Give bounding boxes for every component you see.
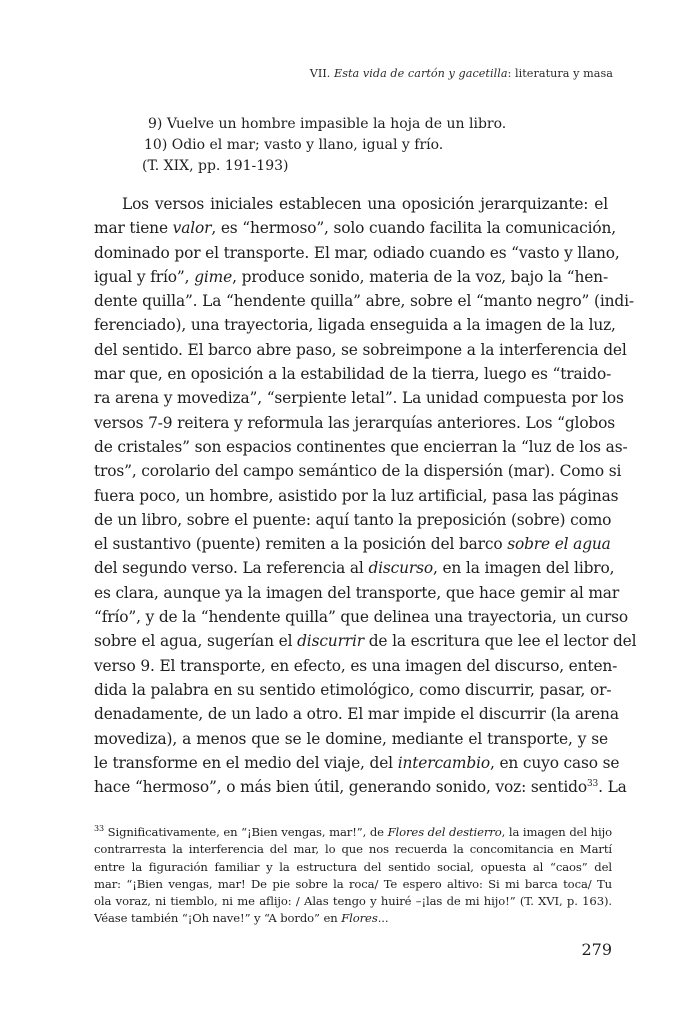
verse-citation: (T. XIX, pp. 191-193): [142, 158, 289, 174]
body-line: del sentido. El barco abre paso, se sobreimpone a la interferencia del: [94, 340, 627, 359]
verse-quotation: [142, 114, 507, 177]
body-line: es clara, aunque ya la imagen del transporte, que hace gemir al mar: [94, 583, 620, 602]
italic-text: Flores del destierro: [387, 825, 502, 839]
running-head-title: Esta vida de cartón y gacetilla: [334, 67, 508, 80]
italic-text: discurso: [368, 559, 433, 578]
italic-text: gime: [194, 267, 233, 286]
body-line: tros”, corolario del campo semántico de la dispersión (mar). Como si: [94, 462, 622, 481]
footnote-marker: 33: [94, 824, 104, 834]
body-line: verso 9. El transporte, en efecto, es una imagen del discurso, enten-: [94, 656, 618, 675]
page-number: 279: [581, 940, 612, 959]
running-head-prefix: VII.: [309, 67, 334, 80]
body-line: “frío”, y de la “hendente quilla” que delinea una trayectoria, un curso: [94, 608, 629, 627]
running-head-suffix: : literatura y masa: [507, 67, 613, 80]
body-line: de un libro, sobre el puente: aquí tanto la preposición (sobre) como: [94, 510, 612, 529]
italic-text: Flores: [341, 911, 378, 926]
footnote-line: contrarresta la interferencia del mar, lo que nos recuerda la concomitancia en Martí: [94, 842, 612, 857]
body-line: sobre el agua, sugerían el discurrir de la escritura que lee el lector del: [94, 632, 637, 651]
body-line: mar que, en oposición a la estabilidad de la tierra, luego es “traido-: [94, 365, 612, 384]
body-line: ferenciado), una trayectoria, ligada enseguida a la imagen de la luz,: [94, 316, 616, 335]
body-line: movediza), a menos que se le domine, mediante el transporte, y se: [94, 729, 608, 748]
body-line: le transforme en el medio del viaje, del intercambio, en cuyo caso se: [94, 753, 620, 772]
footnote-line: Véase también “¡Oh nave!” y “A bordo” en Flores...: [94, 911, 389, 926]
italic-text: sobre el agua: [507, 535, 611, 554]
body-line: dente quilla”. La “hendente quilla” abre, sobre el “manto negro” (indi-: [94, 292, 634, 311]
running-head: [310, 67, 613, 80]
body-line: ra arena y movediza”, “serpiente letal”. La unidad compuesta por los: [94, 389, 624, 408]
body-paragraph: [94, 192, 637, 799]
body-line: Los versos iniciales establecen una oposición jerarquizante: el: [122, 195, 608, 213]
body-line: el sustantivo (puente) remiten a la posición del barco sobre el agua: [94, 535, 611, 554]
footnote-marker: 33: [586, 779, 599, 789]
footnote: [94, 824, 612, 928]
footnote-line: entre la figuración familiar y la estructura del sentido social, opuesta al “caos” del: [94, 859, 612, 874]
body-line: dominado por el transporte. El mar, odiado cuando es “vasto y llano,: [94, 243, 620, 262]
verse-line: 10) Odio el mar; vasto y llano, igual y frío.: [144, 137, 444, 153]
body-line: igual y frío”, gime, produce sonido, materia de la voz, bajo la “hen-: [94, 267, 608, 286]
italic-text: discurrir: [297, 632, 364, 651]
verse-line: 9) Vuelve un hombre impasible la hoja de un libro.: [148, 116, 507, 132]
body-line: denadamente, de un lado a otro. El mar impide el discurrir (la arena: [94, 705, 619, 724]
body-line: mar tiene valor, es “hermoso”, solo cuando facilita la comunicación,: [94, 219, 616, 238]
italic-text: intercambio: [397, 753, 490, 772]
body-line: dida la palabra en su sentido etimológico, como discurrir, pasar, or-: [94, 680, 612, 699]
body-line: hace “hermoso”, o más bien útil, generando sonido, voz: sentido$^{33}$. La: [94, 778, 627, 797]
footnote-line: mar: “¡Bien vengas, mar! De pie sobre la roca/ Te espero altivo: Si mi barca toca/ Tu: [94, 876, 612, 891]
body-line: fuera poco, un hombre, asistido por la luz artificial, pasa las páginas: [94, 486, 619, 505]
body-line: de cristales” son espacios continentes que encierran la “luz de los as-: [94, 437, 628, 456]
italic-text: valor: [172, 219, 212, 238]
footnote-line: $^{33}$ Significativamente, en “¡Bien vengas, mar!”, de Flores del destierro, la imagen del hijo: [94, 824, 612, 839]
body-line: del segundo verso. La referencia al discurso, en la imagen del libro,: [94, 559, 615, 578]
footnote-line: ola voraz, ni tiemblo, ni me aflijo: / Alas tengo y huiré –¡las de mi hijo!” (T. XVI, p. 163).: [94, 894, 612, 909]
body-line: versos 7-9 reitera y reformula las jerarquías anteriores. Los “globos: [94, 413, 616, 432]
